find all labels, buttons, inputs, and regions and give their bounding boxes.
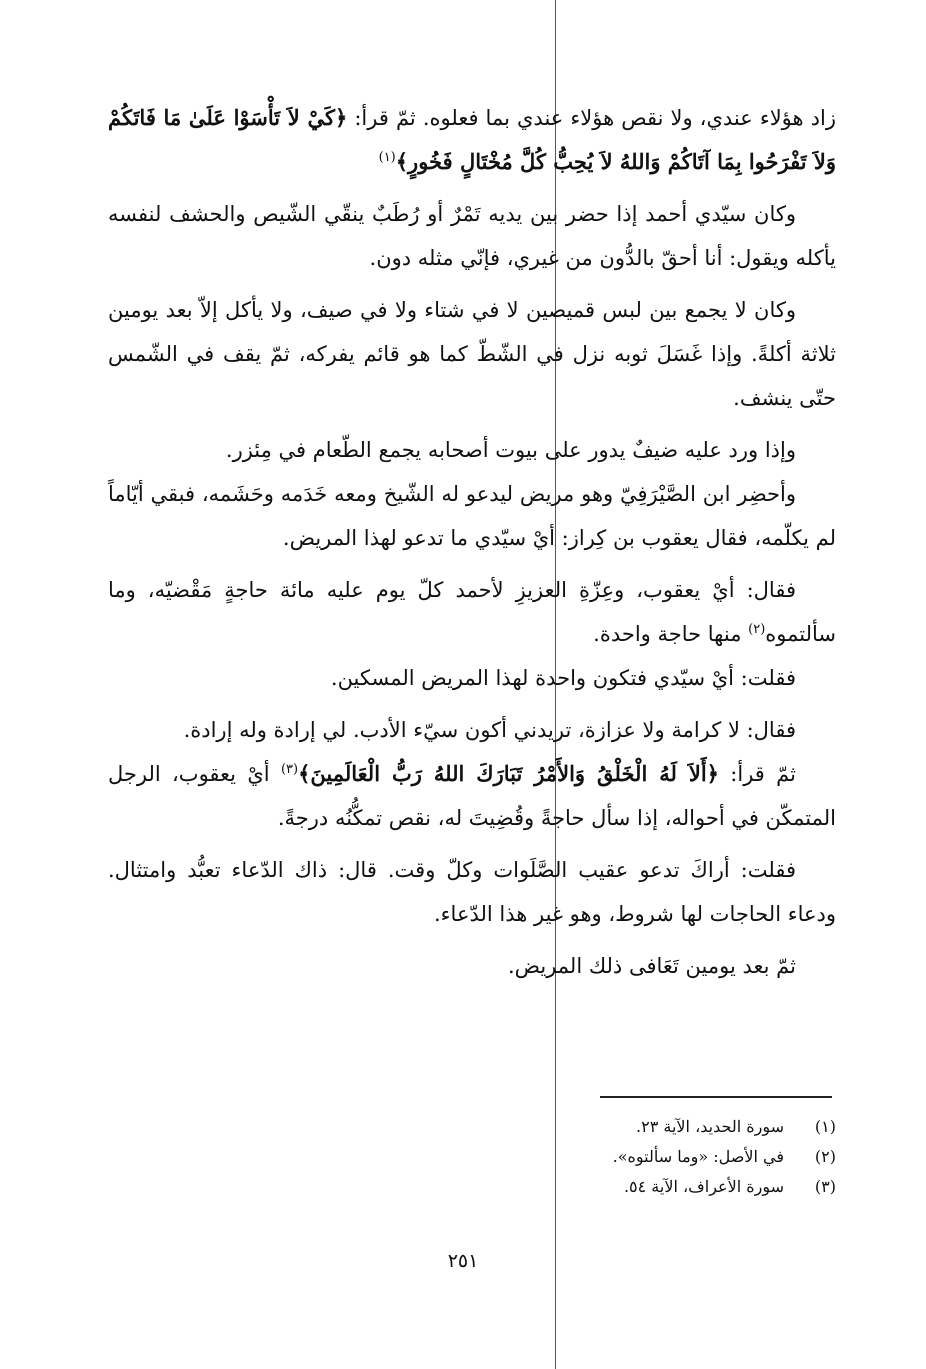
paragraph	[108, 472, 836, 560]
footnote-text: في الأصل: «وما سألتوه».	[612, 1147, 784, 1166]
footnote-number: (١)	[814, 1117, 836, 1136]
quran-verse: ﴿كَيْ لاَ تَأْسَوْا عَلَىٰ مَا فَاتَكُمْ وَلاَ تَفْرَحُوا بِمَا آتَاكُمْ وَاللهُ لاَ يُحِبُّ كُلَّ مُخْتَالٍ فَخُورٍ﴾	[108, 105, 836, 174]
footnote-text: سورة الحديد، الآية ٢٣.	[636, 1117, 784, 1136]
paragraph	[108, 752, 836, 840]
quran-verse: ﴿أَلاَ لَهُ الْخَلْقُ وَالأَمْرُ تَبَارَكَ اللهُ رَبُّ الْعَالَمِينَ﴾	[298, 761, 719, 786]
paragraph-text: وأحضِر ابن الصَّيْرَفِيّ وهو مريض ليدعو له الشّيخ ومعه خَدَمه وحَشَمه، فبقي أيّاماً لم يكلّمه، فقال يعقوب بن كِراز: أيْ سيّدي ما تدعو لهذا المريض.	[108, 482, 836, 550]
footnote-separator	[600, 1096, 832, 1098]
page-number: ٢٥١	[447, 1250, 479, 1272]
paragraph-text: ثمّ بعد يومين تَعَافى ذلك المريض.	[507, 954, 796, 978]
paragraph-text: زاد هؤلاء عندي، ولا نقص هؤلاء عندي بما فعلوه. ثمّ قرأ:	[347, 106, 836, 130]
footnote-marker: (١)	[378, 150, 396, 165]
paragraph	[108, 708, 836, 752]
paragraph-text: فقال: لا كرامة ولا عزازة، تريدني أكون سيّء الأدب. لي إرادة وله إرادة.	[183, 718, 796, 742]
footnote-marker: (٢)	[748, 622, 766, 637]
paragraph-text: ثمّ قرأ:	[718, 762, 796, 786]
footnotes	[480, 1112, 836, 1202]
footnote-text: سورة الأعراف، الآية ٥٤.	[623, 1177, 784, 1196]
footnote-item	[480, 1142, 836, 1172]
footnote-item	[480, 1112, 836, 1142]
paragraph	[108, 944, 836, 988]
paragraph-text: فقلت: أراكَ تدعو عقيب الصَّلَوات وكلّ وقت. قال: ذاك الدّعاء تعبُّد وامتثال. ودعاء الحاجات لها شروط، وهو غير هذا الدّعاء.	[108, 858, 836, 926]
footnote-number: (٣)	[814, 1177, 836, 1196]
footnote-item	[480, 1172, 836, 1202]
paragraph-text: وإذا ورد عليه ضيفٌ يدور على بيوت أصحابه يجمع الطّعام في مِئزر.	[225, 438, 796, 462]
paragraph-text: أيْ يعقوب، الرجل المتمكّن في أحواله، إذا سأل حاجةً وقُضِيتَ له، نقص تمكُّنُه درجةً.	[108, 762, 836, 830]
main-text	[108, 96, 836, 996]
paragraph-text: وكان سيّدي أحمد إذا حضر بين يديه تَمْرٌ أو رُطَبٌ ينقّي الشّيص والحشف لنفسه يأكله ويقول: أنا أحقّ بالدُّون من غيري، فإنّي مثله دون.	[108, 202, 836, 270]
paragraph-text: وكان لا يجمع بين لبس قميصين لا في شتاء ولا في صيف، ولا يأكل إلاّ بعد يومين ثلاثة أكلةً. وإذا غَسَلَ ثوبه نزل في الشّطّ كما هو قائم يفركه، ثمّ يقف في الشّمس حتّى ينشف.	[108, 298, 836, 410]
paragraph	[108, 656, 836, 700]
paragraph-text: فقال: أيْ يعقوب، وعِزّةِ العزيزِ لأحمد كلّ يوم عليه مائة حاجةٍ مَقْضيّه، وما سألتموه	[108, 578, 836, 646]
paragraph	[108, 96, 836, 184]
footnote-number: (٢)	[814, 1147, 836, 1166]
paragraph	[108, 428, 836, 472]
paragraph-text: منها حاجة واحدة.	[593, 622, 749, 646]
paragraph	[108, 568, 836, 656]
paragraph	[108, 192, 836, 280]
footnote-marker: (٣)	[280, 762, 299, 777]
paragraph	[108, 288, 836, 420]
paragraph-text: فقلت: أيْ سيّدي فتكون واحدة لهذا المريض المسكين.	[330, 666, 796, 690]
paragraph	[108, 848, 836, 936]
